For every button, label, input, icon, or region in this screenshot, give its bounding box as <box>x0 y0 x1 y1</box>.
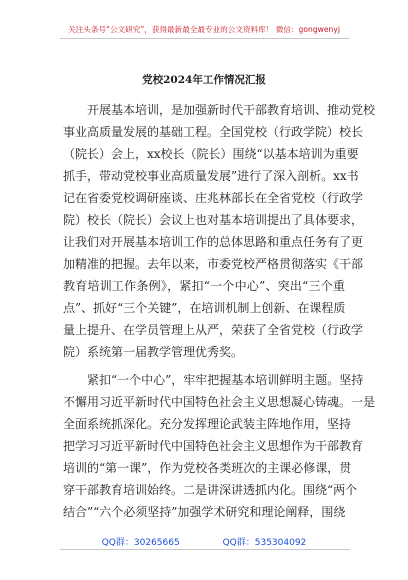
paragraph-line: 结合”“六个必须坚持”加强学术研究和理论阐释，围绕 <box>63 505 346 519</box>
footer-divider <box>60 549 350 550</box>
paragraph-line: 点”、抓好“三个关键”，在培训机制上创新、在课程质 <box>63 301 346 315</box>
paragraph-2 <box>63 369 376 523</box>
paragraph-line: 穿干部教育培训始终。二是讲深讲透抓内化。围绕“两个 <box>63 483 358 497</box>
paragraph-line: 培训的“第一课”，作为党校各类班次的主课必修课，贯 <box>63 461 352 475</box>
paragraph-line: 教育培训工作条例》，紧扣“一个中心”、突出“三个重 <box>63 279 345 293</box>
document-body <box>63 99 376 523</box>
document-title: 党校2024年工作情况汇报 <box>142 74 266 86</box>
footer-qq-group-1: QQ群：30265665 <box>101 538 180 548</box>
header-divider <box>60 38 350 39</box>
paragraph-line: 事业高质量发展的基础工程。全国党校（行政学院）校长 <box>63 125 364 139</box>
paragraph-line: 记在省委党校调研座谈、庄兆林部长在全省党校（行政学 <box>63 191 364 205</box>
paragraph-line: 把学习习近平新时代中国特色社会主义思想作为干部教育 <box>63 439 364 453</box>
paragraph-line: 量上提升、在学员管理上从严，荣获了全省党校（行政学 <box>63 323 364 337</box>
paragraph-line: 院）系统第一届教学管理优秀奖。 <box>63 345 244 359</box>
footer-contact <box>0 535 408 548</box>
paragraph-line: 院）校长（院长）会议上也对基本培训提出了具体要求， <box>63 213 364 227</box>
paragraph-1 <box>63 99 376 363</box>
paragraph-line: 加精准的把握。去年以来，市委党校严格贯彻落实《干部 <box>63 257 364 271</box>
paragraph-line: 全面系统抓深化。充分发挥理论武装主阵地作用，坚持 <box>63 417 352 431</box>
footer-qq-group-2: QQ群：535304092 <box>222 538 307 548</box>
paragraph-line: 开展基本培训，是加强新时代干部教育培训、推动党校 <box>87 103 376 117</box>
paragraph-line: 抓手，带动党校事业高质量发展”进行了深入剖析。xx书 <box>63 169 359 183</box>
paragraph-line: （院长）会上，xx校长（院长）围绕“以基本培训为重要 <box>63 147 359 161</box>
paragraph-line: 让我们对开展基本培训工作的总体思路和重点任务有了更 <box>63 235 364 249</box>
header-promo: 关注头条号“公文研究”，获得最新最全最专业的公文资料库！ 微信：gongwenyj <box>68 25 340 34</box>
paragraph-line: 不懈用习近平新时代中国特色社会主义思想凝心铸魂。一是 <box>63 395 376 409</box>
paragraph-line: 紧扣“一个中心”，牢牢把握基本培训鲜明主题。坚持 <box>87 373 364 387</box>
